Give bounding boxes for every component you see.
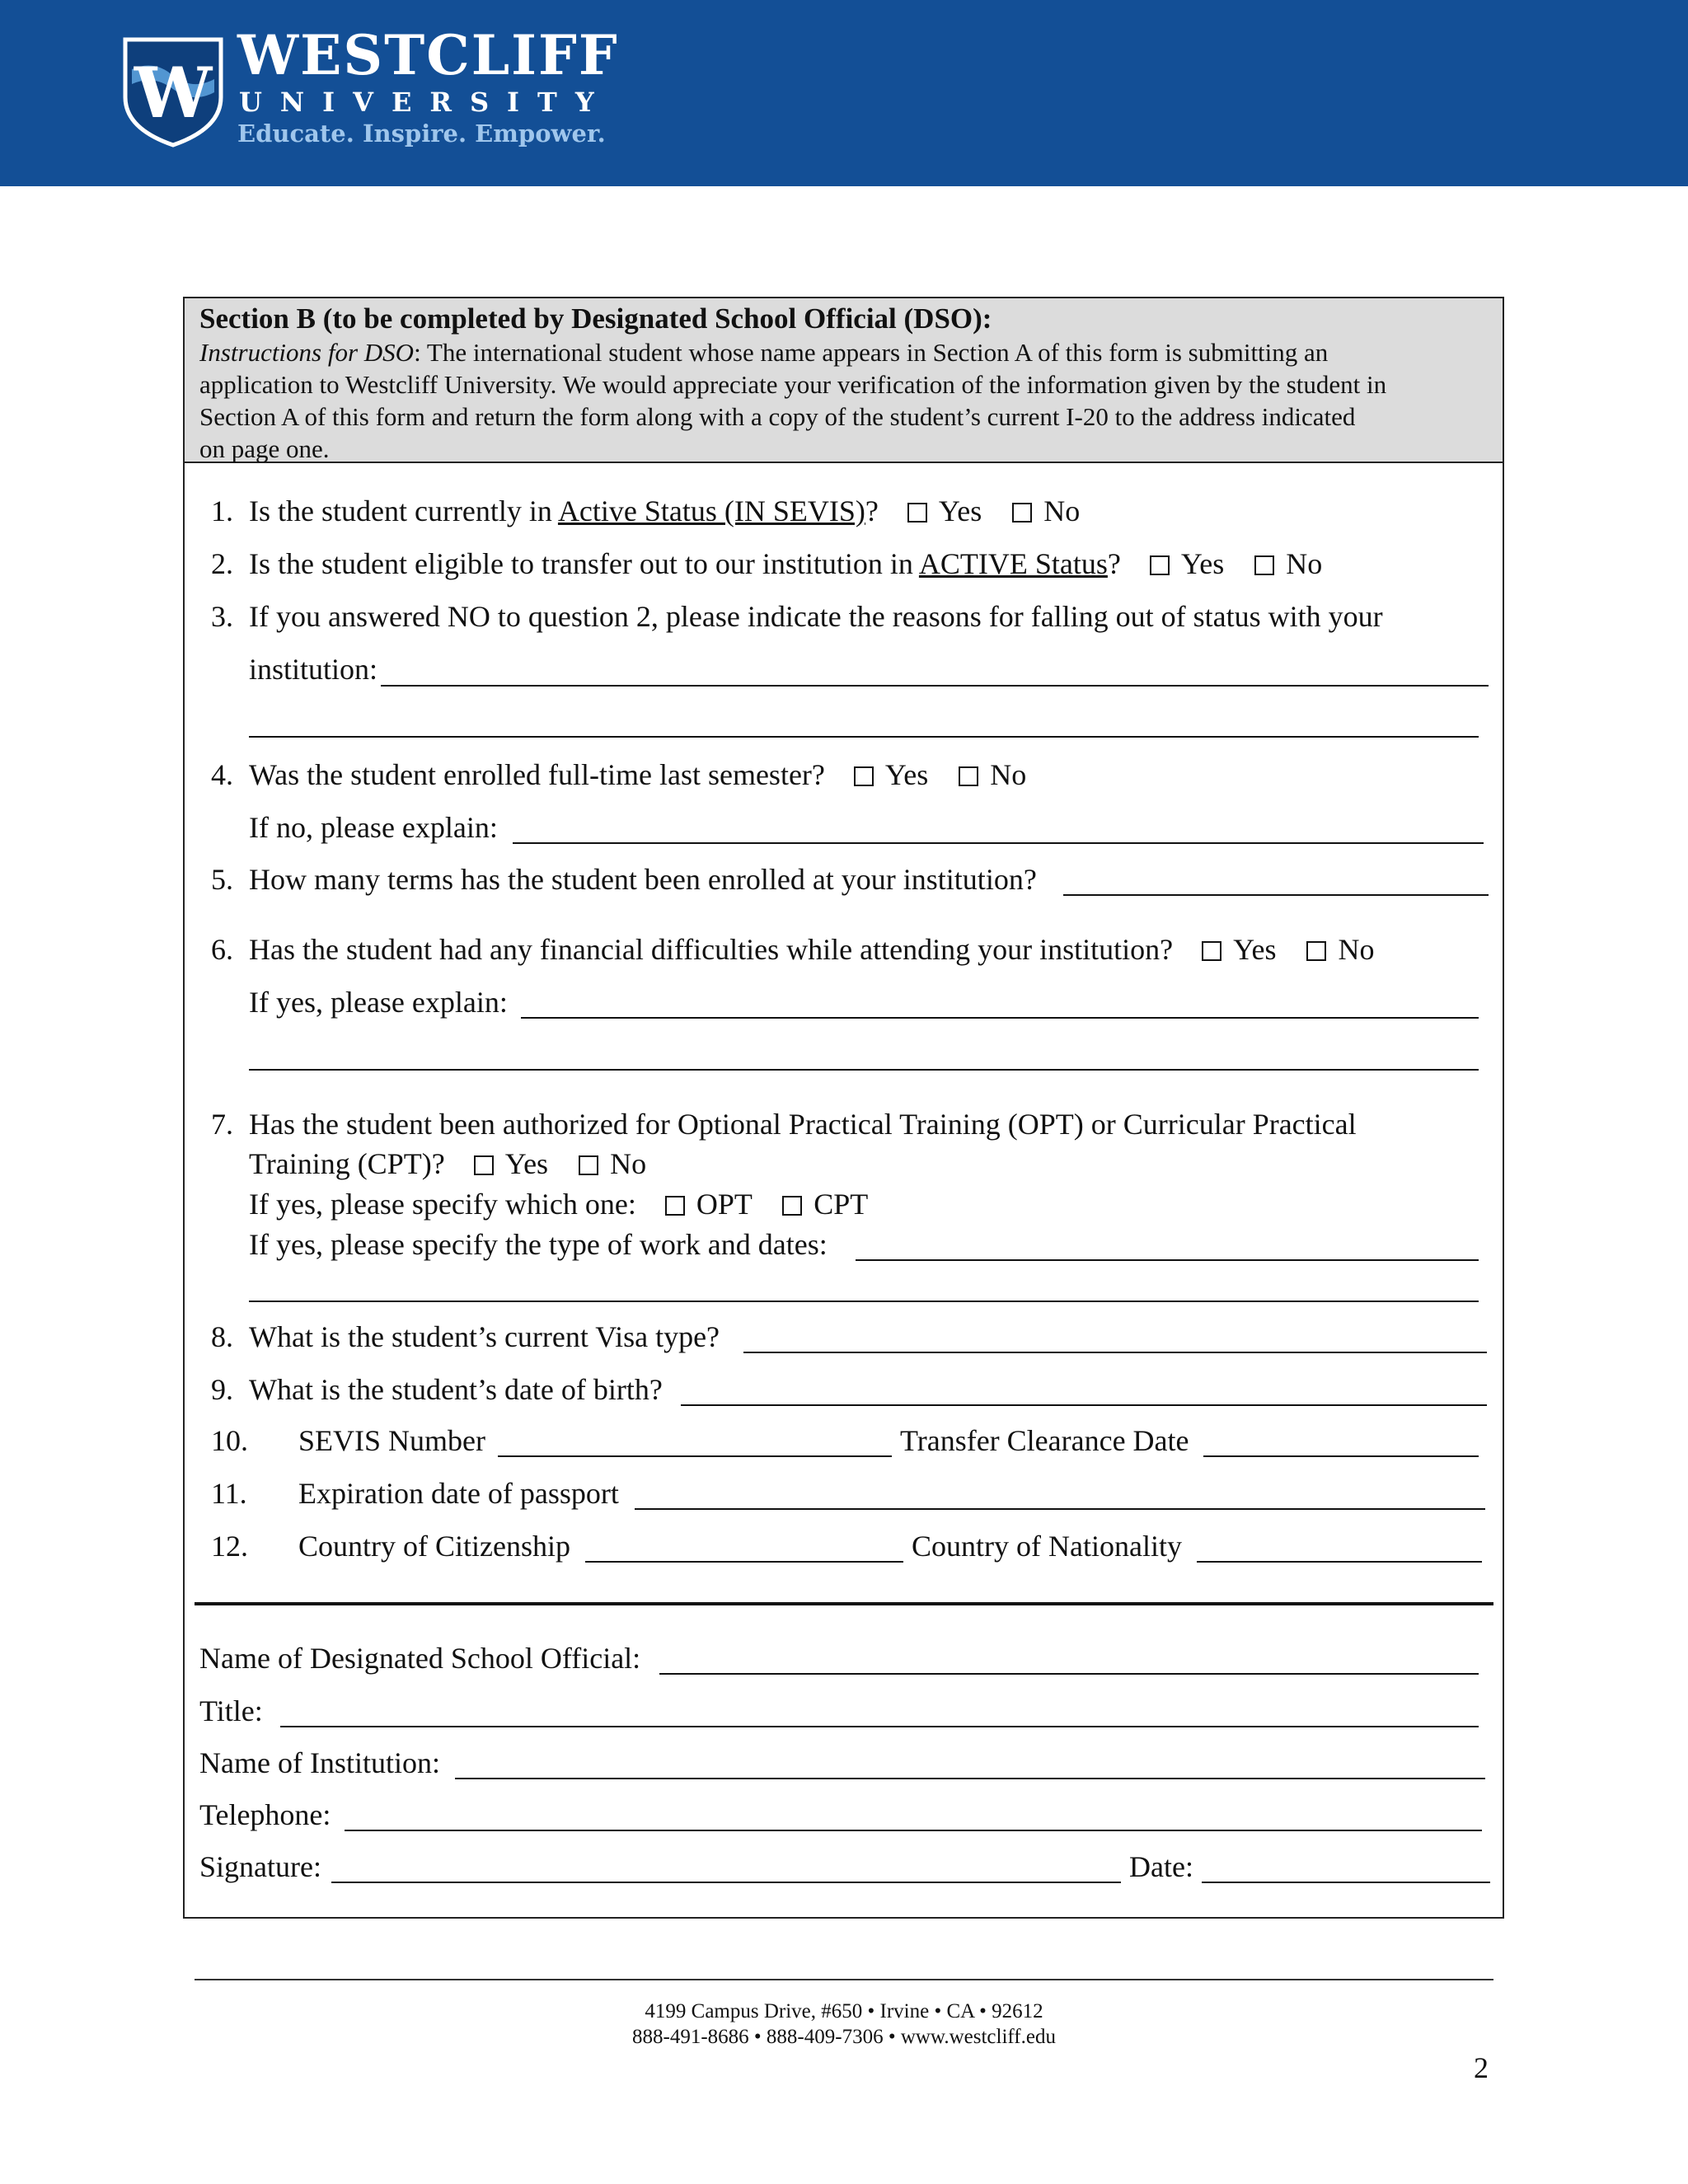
- question-7-label-2: Training (CPT)?: [249, 1147, 445, 1180]
- q5-answer-line[interactable]: [1063, 894, 1489, 896]
- question-5-text: How many terms has the student been enrolled at your institution?: [249, 863, 1037, 896]
- question-8-text: What is the student’s current Visa type?: [249, 1320, 720, 1353]
- question-2: [211, 546, 233, 582]
- section-b-header: [185, 298, 1503, 463]
- footer-rule: [195, 1979, 1493, 1980]
- q7-opt-label: OPT: [696, 1188, 753, 1221]
- question-10-text: SEVIS Number: [298, 1424, 485, 1457]
- q10-clearance-line[interactable]: [1203, 1455, 1479, 1457]
- question-6-label: Has the student had any financial difficulties while attending your institution?: [249, 933, 1174, 966]
- q6-explain-line-1[interactable]: [521, 1017, 1479, 1019]
- question-1-mark: ?: [865, 494, 879, 527]
- q4-yes-label: Yes: [884, 758, 929, 791]
- active-status-link[interactable]: Active Status (IN SEVIS): [557, 494, 865, 527]
- question-5-number: 5.: [211, 863, 233, 896]
- question-12-number: 12.: [211, 1530, 248, 1563]
- q4-explain-line[interactable]: [513, 842, 1484, 844]
- dso-title-line[interactable]: [280, 1726, 1479, 1727]
- q12-citizenship-line[interactable]: [585, 1561, 903, 1563]
- q6-yes-checkbox[interactable]: [1202, 941, 1221, 961]
- q7-opt-checkbox[interactable]: [665, 1196, 685, 1216]
- question-1-text: [249, 493, 1080, 529]
- q7-work-line-1[interactable]: [856, 1259, 1479, 1261]
- university-tagline: Educate. Inspire. Empower.: [237, 120, 606, 148]
- q8-answer-line[interactable]: [743, 1352, 1487, 1353]
- question-7-text: Has the student been authorized for Optional Practical Training (OPT) or Curricular Practical: [249, 1108, 1357, 1141]
- q1-yes-checkbox[interactable]: [907, 503, 927, 523]
- question-7-text-2: [249, 1146, 646, 1182]
- q7-no-checkbox[interactable]: [579, 1155, 598, 1175]
- instructions-line-2: application to Westcliff University. We would appreciate your verification of the information given by the student in: [199, 370, 1387, 399]
- instructions-label: Instructions for DSO: [199, 338, 415, 367]
- dso-date-line[interactable]: [1202, 1882, 1490, 1883]
- question-2-text: [249, 546, 1322, 582]
- question-11-text: Expiration date of passport: [298, 1477, 619, 1510]
- question-4-label: Was the student enrolled full-time last semester?: [249, 758, 825, 791]
- q11-answer-line[interactable]: [635, 1508, 1485, 1510]
- question-6-number: 6.: [211, 933, 233, 966]
- q2-no-checkbox[interactable]: [1254, 555, 1274, 575]
- footer-address: 4199 Campus Drive, #650 • Irvine • CA • 92612: [645, 2000, 1043, 2022]
- question-10-number: 10.: [211, 1424, 248, 1457]
- question-number: 2.: [211, 547, 233, 580]
- shield-logo-icon: [122, 36, 224, 148]
- q4-yes-checkbox[interactable]: [854, 766, 874, 786]
- dso-signature-label: Signature:: [199, 1850, 321, 1883]
- header-banner: [0, 0, 1688, 186]
- section-b-title: Section B (to be completed by Designated School Official (DSO):: [199, 302, 992, 335]
- question-7-work: If yes, please specify the type of work and dates:: [249, 1228, 828, 1261]
- q7-work-line-2[interactable]: [249, 1301, 1479, 1302]
- university-subname: UNIVERSITY: [239, 87, 612, 118]
- question-6-text: [249, 931, 1374, 968]
- dso-telephone-line[interactable]: [345, 1830, 1482, 1831]
- dso-signature-line[interactable]: [331, 1882, 1121, 1883]
- q7-cpt-label: CPT: [814, 1188, 869, 1221]
- question-11-number: 11.: [211, 1477, 247, 1510]
- question-2-label: Is the student eligible to transfer out to our institution in: [249, 547, 919, 580]
- q7-yes-label: Yes: [504, 1147, 549, 1180]
- q6-yes-label: Yes: [1233, 933, 1277, 966]
- q2-no-label: No: [1286, 547, 1323, 580]
- q6-no-checkbox[interactable]: [1306, 941, 1326, 961]
- section-divider: [195, 1602, 1493, 1605]
- logo-letter: W: [134, 52, 213, 134]
- question-3-cont: institution:: [249, 653, 378, 686]
- question-1-label: Is the student currently in: [249, 494, 558, 527]
- question-12-text: Country of Citizenship: [298, 1530, 570, 1563]
- q4-no-label: No: [990, 758, 1027, 791]
- question-8-number: 8.: [211, 1320, 233, 1353]
- q10-sevis-line[interactable]: [498, 1455, 892, 1457]
- instructions-line-1: : The international student whose name appears in Section A of this form is submitting an: [414, 338, 1329, 367]
- dso-instructions: [199, 336, 1488, 465]
- q1-no-label: No: [1043, 494, 1081, 527]
- dso-name-label: Name of Designated School Official:: [199, 1642, 641, 1675]
- dso-name-line[interactable]: [659, 1673, 1479, 1675]
- question-3-number: 3.: [211, 600, 233, 633]
- instructions-line-3: Section A of this form and return the form along with a copy of the student’s current I-20 to the address indicated: [199, 402, 1356, 431]
- q7-yes-checkbox[interactable]: [474, 1155, 494, 1175]
- question-12-text-2: Country of Nationality: [912, 1530, 1182, 1563]
- dso-date-label: Date:: [1129, 1850, 1193, 1883]
- q6-explain-line-2[interactable]: [249, 1069, 1479, 1071]
- question-9-text: What is the student’s date of birth?: [249, 1373, 663, 1406]
- q9-answer-line[interactable]: [681, 1404, 1487, 1406]
- question-number: 1.: [211, 494, 233, 527]
- dso-institution-label: Name of Institution:: [199, 1746, 440, 1779]
- question-7-specify: [249, 1186, 868, 1222]
- q7-cpt-checkbox[interactable]: [782, 1196, 802, 1216]
- question-9-number: 9.: [211, 1373, 233, 1406]
- question-7-number: 7.: [211, 1108, 233, 1141]
- q4-no-checkbox[interactable]: [959, 766, 978, 786]
- question-10-text-2: Transfer Clearance Date: [900, 1424, 1189, 1457]
- q7-no-label: No: [610, 1147, 647, 1180]
- instructions-line-4: on page one.: [199, 434, 330, 463]
- q1-no-checkbox[interactable]: [1012, 503, 1032, 523]
- footer-contact: 888-491-8686 • 888-409-7306 • www.westcliff.edu: [632, 2026, 1056, 2048]
- q2-yes-checkbox[interactable]: [1150, 555, 1170, 575]
- question-3-text: If you answered NO to question 2, please indicate the reasons for falling out of status with your: [249, 600, 1383, 633]
- q12-nationality-line[interactable]: [1197, 1561, 1482, 1563]
- q1-yes-label: Yes: [938, 494, 982, 527]
- q3-answer-line-2[interactable]: [249, 736, 1479, 738]
- page-number: 2: [1474, 2051, 1489, 2084]
- q6-no-label: No: [1338, 933, 1375, 966]
- dso-institution-line[interactable]: [455, 1778, 1485, 1779]
- question-6-explain: If yes, please explain:: [249, 986, 508, 1019]
- q2-yes-label: Yes: [1180, 547, 1225, 580]
- question-4-number: 4.: [211, 758, 233, 791]
- dso-title-label: Title:: [199, 1694, 263, 1727]
- question-1: [211, 493, 233, 529]
- q3-answer-line-1[interactable]: [381, 685, 1489, 687]
- question-4-explain: If no, please explain:: [249, 811, 498, 844]
- question-2-mark: ?: [1107, 547, 1121, 580]
- question-4-text: [249, 757, 1026, 793]
- active-status-link-2[interactable]: ACTIVE Status: [918, 547, 1108, 580]
- dso-telephone-label: Telephone:: [199, 1798, 331, 1831]
- university-name: WESTCLIFF: [237, 23, 619, 87]
- question-7-specify-label: If yes, please specify which one:: [249, 1188, 636, 1221]
